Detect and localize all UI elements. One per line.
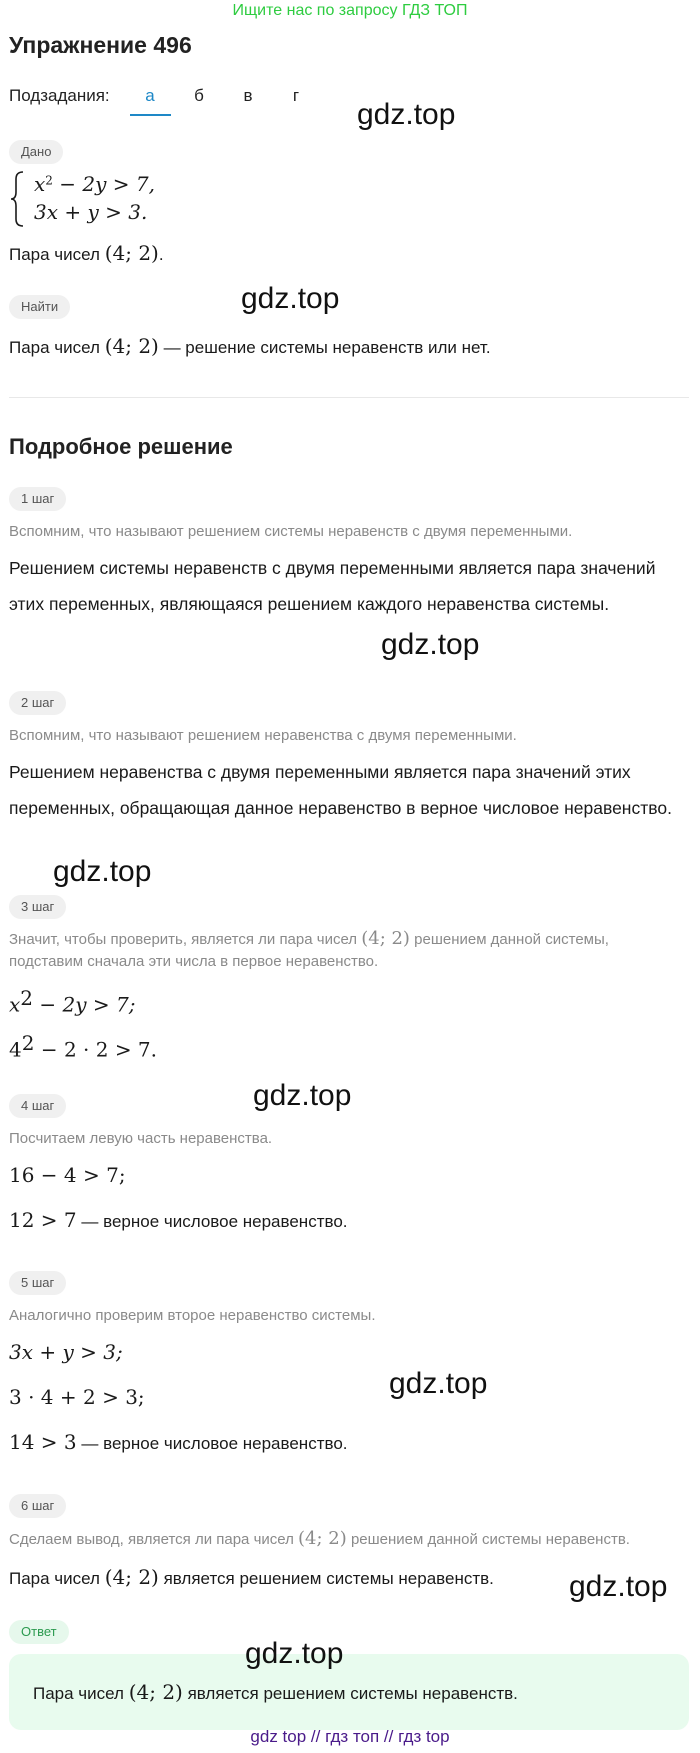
section-title: Подробное решение (9, 434, 233, 459)
watermark: gdz.top (357, 98, 456, 131)
step-4-line-2: 12 > 7 — верное числовое неравенство. (9, 1208, 348, 1232)
search-banner[interactable]: Ищите нас по запросу ГДЗ ТОП (232, 2, 468, 19)
step-1-hint: Вспомним, что называют решением системы неравенств с двумя переменными. (9, 523, 573, 540)
given-pair: Пара чисел (4; 2). (9, 241, 164, 265)
step-6-hint: Сделаем вывод, является ли пара чисел (4; 2) решением данной системы неравенств. (9, 1528, 630, 1549)
watermark: gdz.top (241, 282, 340, 315)
step-4-chip: 4 шаг (9, 1094, 66, 1118)
step-4-hint: Посчитаем левую часть неравенства. (9, 1130, 273, 1147)
subtasks-label: Подзадания: (9, 86, 110, 105)
step-6-chip: 6 шаг (9, 1494, 66, 1518)
find-chip: Найти (9, 295, 70, 319)
step-3-line-2: $4^2 - 2 \cdot 2 > 7$. (9, 1031, 158, 1062)
step-2-text: Решением неравенства с двумя переменными является пара значений этих переменных, обращающая данное неравенство в верное числовое неравенство. (9, 762, 672, 818)
step-1-text: Решением системы неравенств с двумя переменными является пара значений этих переменных, являющаяся решением каждого неравенства системы. (9, 558, 656, 614)
system-equation-2: 3x + y > 3. (34, 200, 148, 224)
step-5-line-3: 14 > 3 — верное числовое неравенство. (9, 1430, 348, 1454)
step-3-chip: 3 шаг (9, 895, 66, 919)
step-5-line-2: 3 · 4 + 2 > 3; (9, 1385, 145, 1409)
inequality-system (9, 170, 209, 228)
watermark: gdz.top (569, 1570, 668, 1603)
step-3-line-1: $x^2 - 2y > 7$; (9, 986, 136, 1017)
divider (9, 397, 689, 398)
step-5-hint: Аналогично проверим второе неравенство системы. (9, 1307, 376, 1324)
tab-b[interactable]: б (194, 86, 204, 105)
step-3-hint-2: подставим сначала эти числа в первое неравенство. (9, 953, 379, 970)
system-equation-1: $x^2 - 2y > 7$, (34, 172, 155, 196)
tab-a[interactable]: а (145, 86, 155, 105)
footer-links[interactable]: gdz top // гдз топ // гдз top (250, 1727, 450, 1746)
watermark: gdz.top (53, 855, 152, 888)
answer-text: Пара чисел (4; 2) является решением системы неравенств. (33, 1680, 518, 1704)
step-3-hint: Значит, чтобы проверить, является ли пара чисел (4; 2) решением данной системы, (9, 928, 609, 949)
page-title: Упражнение 496 (9, 32, 192, 58)
answer-box (9, 1654, 689, 1730)
step-2-chip: 2 шаг (9, 691, 66, 715)
watermark: gdz.top (389, 1367, 488, 1400)
step-5-line-1: 3x + y > 3; (9, 1340, 123, 1364)
step-5-chip: 5 шаг (9, 1271, 66, 1295)
tab-g[interactable]: г (292, 86, 300, 105)
tab-v[interactable]: в (243, 86, 253, 105)
brace-icon (9, 170, 29, 228)
answer-chip: Ответ (9, 1620, 69, 1644)
watermark: gdz.top (253, 1079, 352, 1112)
step-4-line-1: 16 − 4 > 7; (9, 1163, 126, 1187)
step-2-hint: Вспомним, что называют решением неравенства с двумя переменными. (9, 727, 517, 744)
given-chip: Дано (9, 140, 63, 164)
step-1-chip: 1 шаг (9, 487, 66, 511)
watermark: gdz.top (245, 1637, 344, 1670)
watermark: gdz.top (381, 628, 480, 661)
find-text: Пара чисел (4; 2) — решение системы неравенств или нет. (9, 334, 491, 358)
step-6-line: Пара чисел (4; 2) является решением системы неравенств. (9, 1565, 494, 1589)
active-tab-indicator (130, 114, 171, 116)
